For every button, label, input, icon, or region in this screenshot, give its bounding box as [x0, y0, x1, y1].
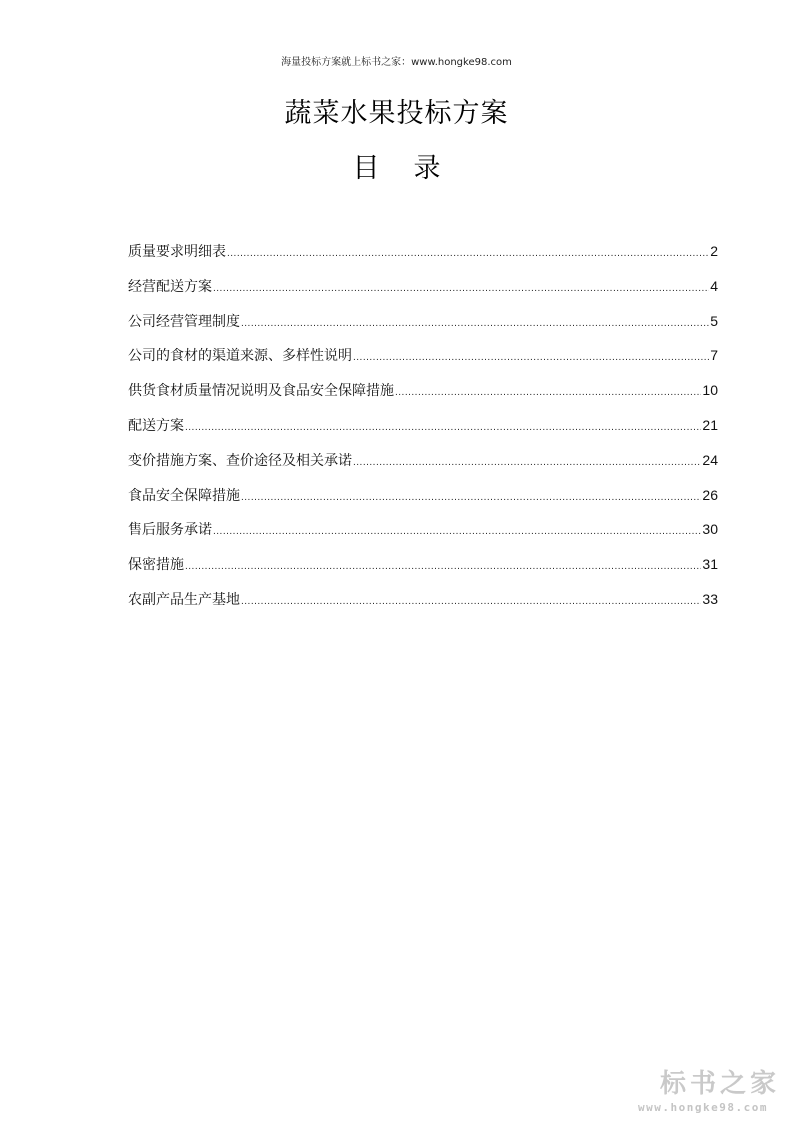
toc-entry[interactable]	[128, 450, 718, 485]
toc-entry-page: 31	[702, 556, 718, 573]
table-of-contents	[128, 241, 718, 624]
toc-leader-dots	[241, 592, 701, 612]
toc-entry[interactable]	[128, 589, 718, 624]
toc-leader-dots	[213, 522, 701, 542]
toc-entry-page: 26	[702, 486, 718, 503]
toc-entry-label: 农副产品生产基地	[128, 591, 240, 608]
toc-entry-page: 30	[702, 521, 718, 538]
toc-entry[interactable]	[128, 241, 718, 276]
watermark-logo	[638, 1068, 788, 1116]
toc-entry-label: 公司经营管理制度	[128, 313, 240, 330]
toc-entry-label: 保密措施	[128, 557, 184, 574]
page-header: 海量投标方案就上标书之家：www.hongke98.com	[281, 57, 512, 68]
toc-leader-dots	[395, 383, 701, 403]
toc-entry-page: 33	[702, 590, 718, 607]
toc-entry-label: 供货食材质量情况说明及食品安全保障措施	[128, 383, 394, 400]
toc-entry[interactable]	[128, 519, 718, 554]
toc-leader-dots	[185, 418, 701, 438]
toc-leader-dots	[353, 453, 701, 473]
toc-leader-dots	[185, 557, 701, 577]
toc-entry-page: 5	[710, 312, 718, 329]
toc-entry-label: 变价措施方案、查价途径及相关承诺	[128, 452, 352, 469]
toc-leader-dots	[241, 488, 701, 508]
toc-entry[interactable]	[128, 415, 718, 450]
watermark-title: 标书之家	[660, 1069, 781, 1099]
toc-entry[interactable]	[128, 345, 718, 380]
toc-leader-dots	[213, 279, 709, 299]
toc-heading	[0, 151, 793, 187]
toc-entry-page: 24	[702, 451, 718, 468]
toc-entry-page: 2	[710, 243, 718, 259]
toc-entry-page: 7	[710, 347, 718, 364]
toc-entry-label: 配送方案	[128, 417, 184, 434]
toc-entry[interactable]	[128, 380, 718, 415]
toc-entry-label: 经营配送方案	[128, 278, 212, 295]
toc-entry-label: 食品安全保障措施	[128, 487, 240, 504]
toc-entry-label: 公司的食材的渠道来源、多样性说明	[128, 348, 352, 365]
toc-entry[interactable]	[128, 311, 718, 346]
toc-entry-page: 10	[702, 382, 718, 399]
toc-entry-page: 21	[702, 416, 718, 433]
toc-heading-char-1: 目	[352, 153, 380, 184]
toc-entry[interactable]	[128, 485, 718, 520]
toc-entry[interactable]	[128, 276, 718, 311]
toc-entry[interactable]	[128, 554, 718, 589]
toc-heading-char-2: 录	[413, 153, 441, 184]
toc-entry-label: 质量要求明细表	[128, 244, 226, 260]
toc-leader-dots	[241, 314, 709, 334]
toc-entry-label: 售后服务承诺	[128, 522, 212, 539]
document-title: 蔬菜水果投标方案	[284, 98, 509, 129]
toc-leader-dots	[227, 244, 709, 264]
toc-entry-page: 4	[710, 277, 718, 294]
watermark-url: www.hongke98.com	[638, 1101, 768, 1114]
toc-leader-dots	[353, 348, 709, 368]
